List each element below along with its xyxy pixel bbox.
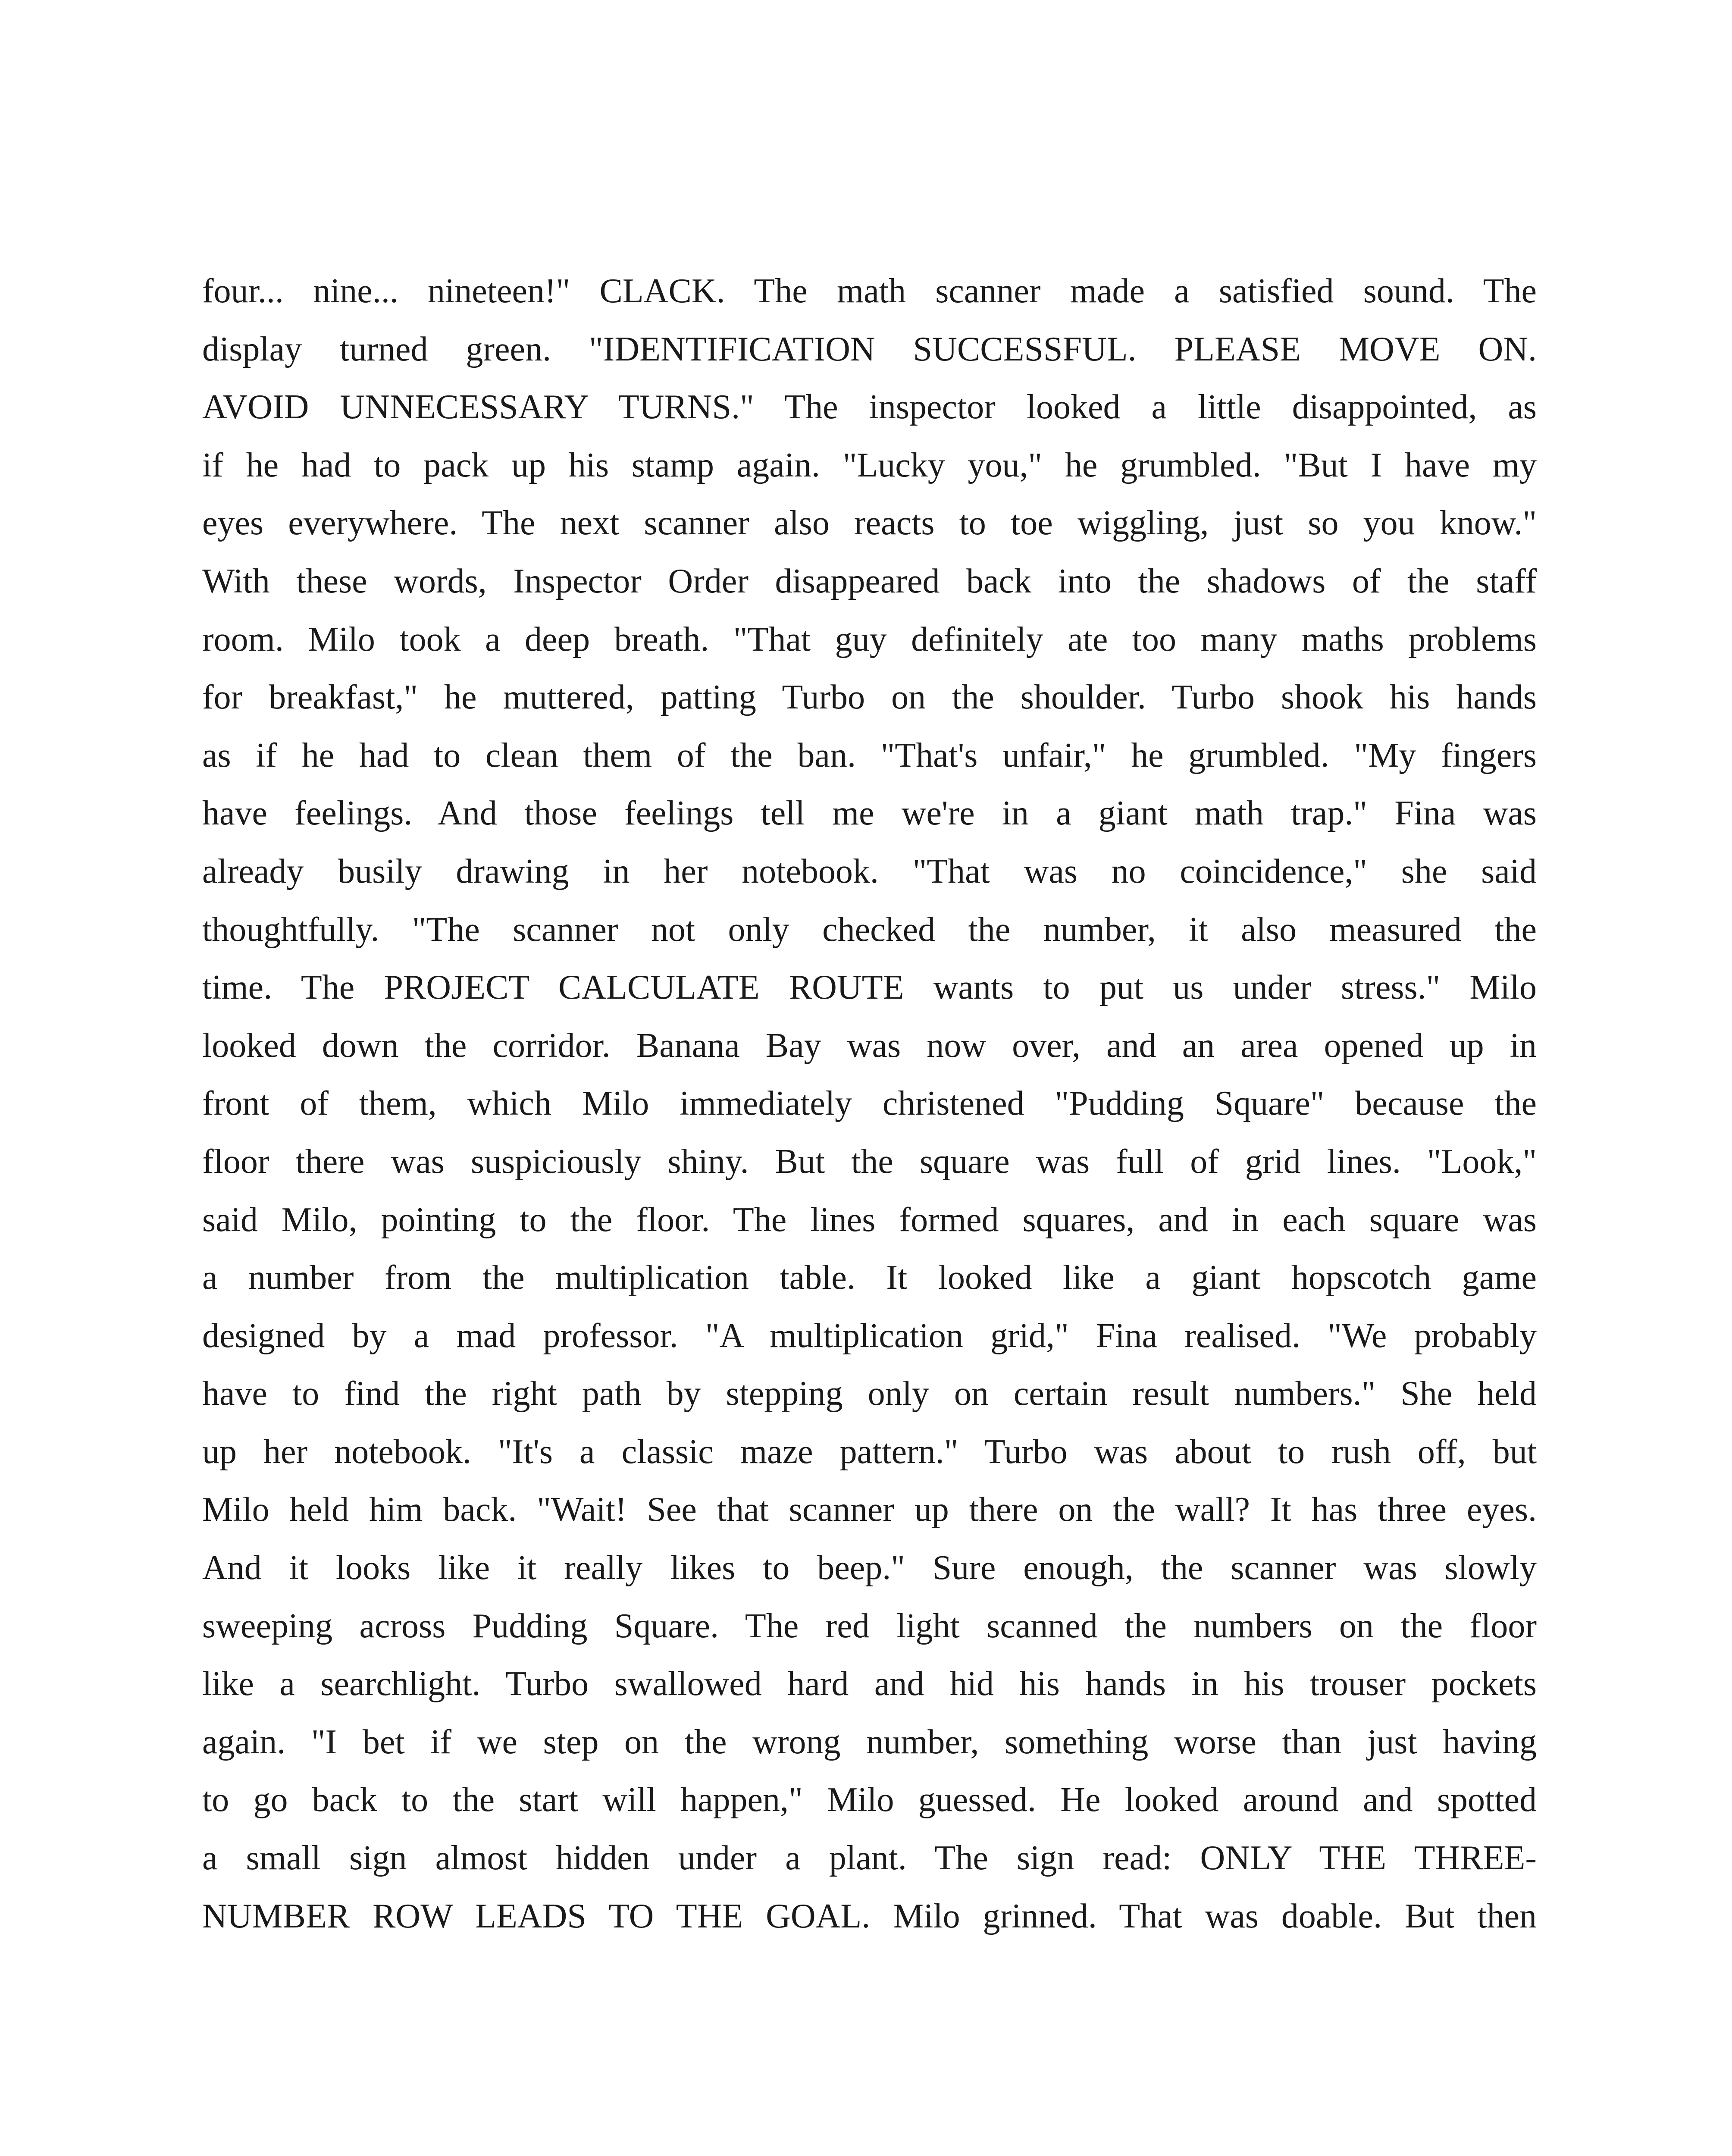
text-line: again. "I bet if we step on the wrong number, something worse than just having xyxy=(202,1723,1537,1761)
text-line: have to find the right path by stepping only on certain result numbers." She held xyxy=(202,1375,1537,1413)
text-line: Milo held him back. "Wait! See that scanner up there on the wall? It has three eyes. xyxy=(202,1491,1537,1529)
text-line: four... nine... nineteen!" CLACK. The math scanner made a satisfied sound. The xyxy=(202,272,1537,310)
text-line: sweeping across Pudding Square. The red light scanned the numbers on the floor xyxy=(202,1607,1537,1645)
text-line: With these words, Inspector Order disappeared back into the shadows of the staff xyxy=(202,562,1537,600)
text-line: said Milo, pointing to the floor. The lines formed squares, and in each square was xyxy=(202,1200,1537,1239)
text-line: front of them, which Milo immediately christened "Pudding Square" because the xyxy=(202,1084,1537,1123)
text-line: have feelings. And those feelings tell me we're in a giant math trap." Fina was xyxy=(202,794,1537,833)
text-line: thoughtfully. "The scanner not only checked the number, it also measured the xyxy=(202,910,1537,949)
text-line: a small sign almost hidden under a plant. The sign read: ONLY THE THREE- xyxy=(202,1839,1537,1877)
text-line: already busily drawing in her notebook. "That was no coincidence," she said xyxy=(202,852,1537,890)
text-line: a number from the multiplication table. It looked like a giant hopscotch game xyxy=(202,1259,1537,1297)
text-line: And it looks like it really likes to beep." Sure enough, the scanner was slowly xyxy=(202,1549,1537,1587)
text-line: designed by a mad professor. "A multiplication grid," Fina realised. "We probably xyxy=(202,1316,1537,1355)
text-line: if he had to pack up his stamp again. "Lucky you," he grumbled. "But I have my xyxy=(202,446,1537,484)
text-line: display turned green. "IDENTIFICATION SUCCESSFUL. PLEASE MOVE ON. xyxy=(202,330,1537,368)
text-line: to go back to the start will happen," Milo guessed. He looked around and spotted xyxy=(202,1781,1537,1819)
body-text xyxy=(202,262,1537,1945)
text-line: time. The PROJECT CALCULATE ROUTE wants to put us under stress." Milo xyxy=(202,968,1537,1007)
text-line: like a searchlight. Turbo swallowed hard and hid his hands in his trouser pockets xyxy=(202,1665,1537,1703)
text-line: AVOID UNNECESSARY TURNS." The inspector looked a little disappointed, as xyxy=(202,388,1537,426)
text-line: looked down the corridor. Banana Bay was now over, and an area opened up in xyxy=(202,1026,1537,1065)
text-line: for breakfast," he muttered, patting Turbo on the shoulder. Turbo shook his hands xyxy=(202,678,1537,717)
text-line: as if he had to clean them of the ban. "That's unfair," he grumbled. "My fingers xyxy=(202,736,1537,774)
text-line: floor there was suspiciously shiny. But the square was full of grid lines. "Look," xyxy=(202,1142,1537,1181)
text-line: room. Milo took a deep breath. "That guy definitely ate too many maths problems xyxy=(202,620,1537,658)
text-line: NUMBER ROW LEADS TO THE GOAL. Milo grinned. That was doable. But then xyxy=(202,1897,1537,1935)
text-line: up her notebook. "It's a classic maze pattern." Turbo was about to rush off, but xyxy=(202,1432,1537,1471)
text-line: eyes everywhere. The next scanner also reacts to toe wiggling, just so you know." xyxy=(202,504,1537,542)
